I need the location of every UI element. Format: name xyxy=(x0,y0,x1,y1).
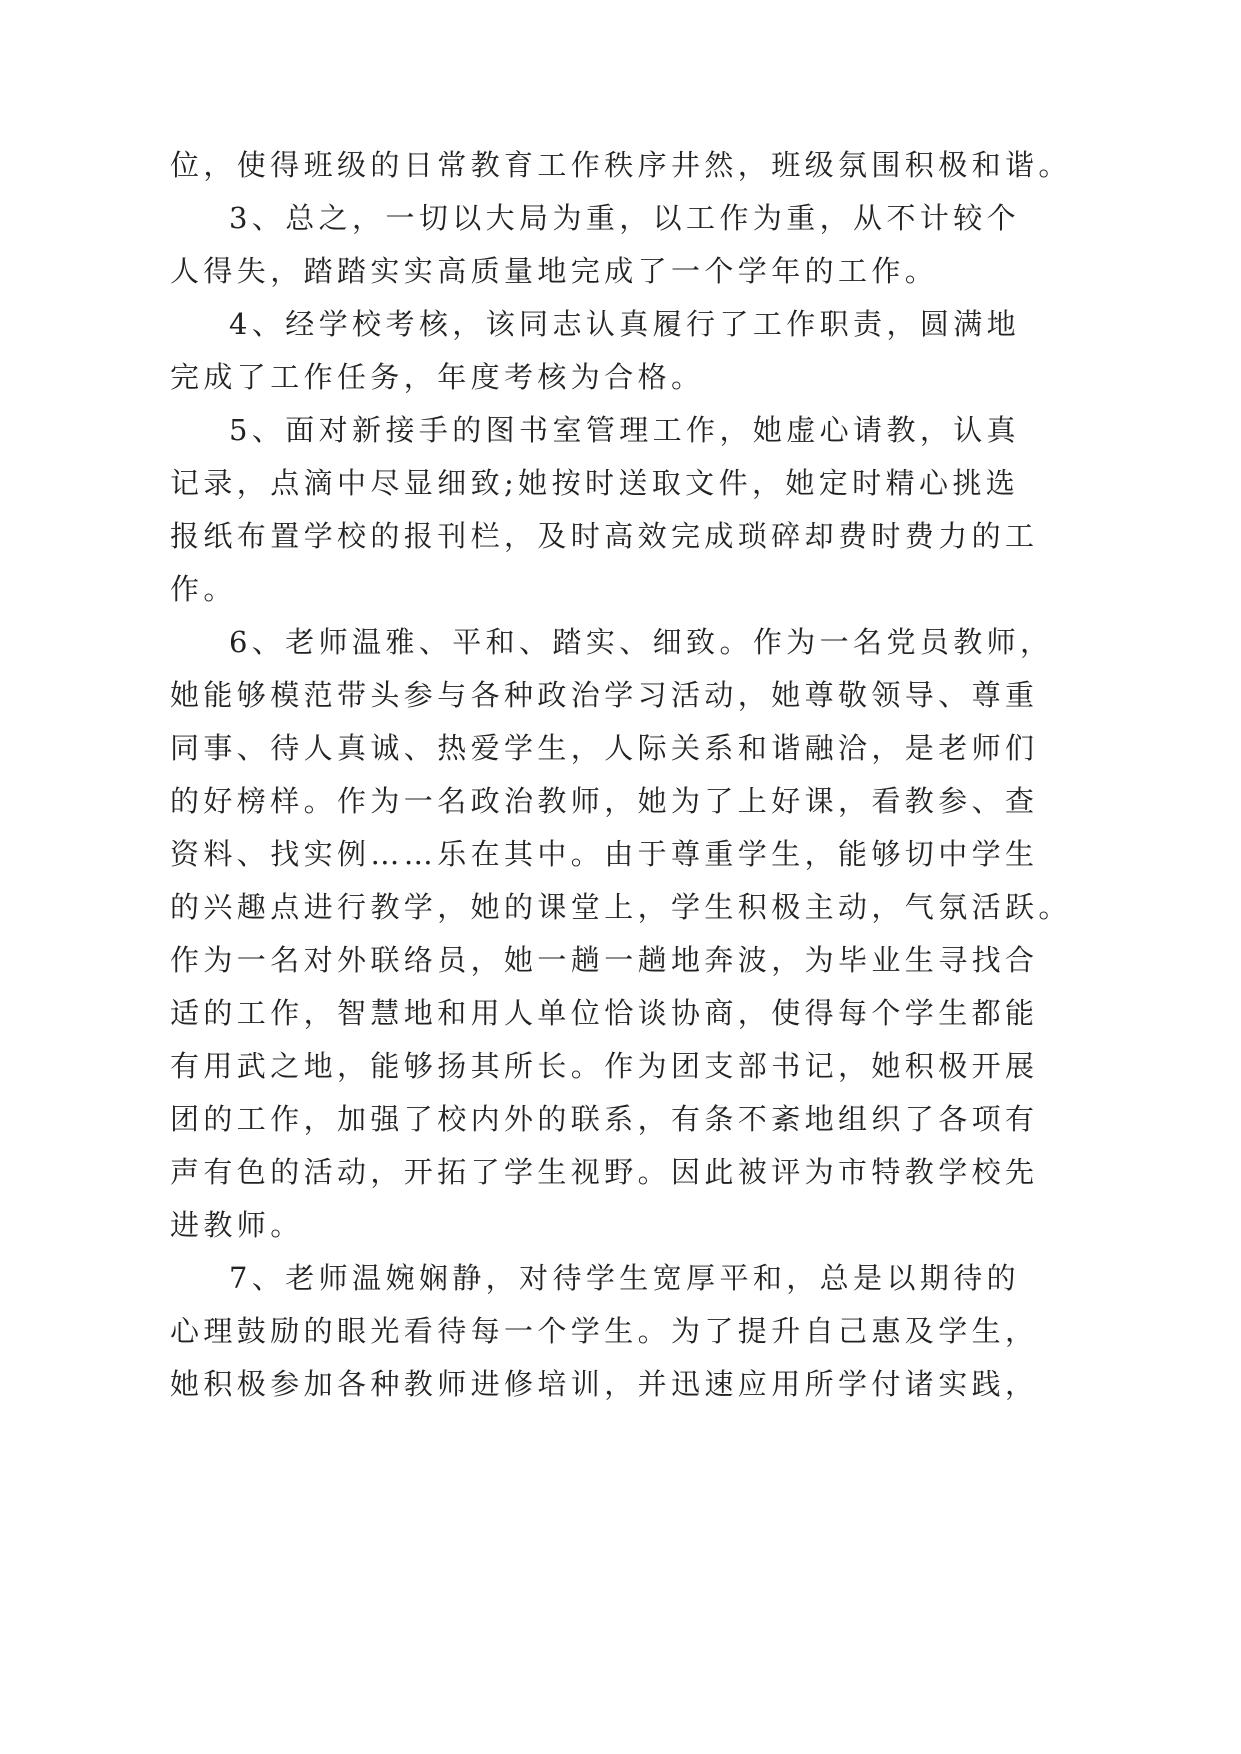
text-line: 的兴趣点进行教学，她的课堂上，学生积极主动，气氛活跃。 xyxy=(170,890,1072,924)
text-line: 7、老师温婉娴静，对待学生宽厚平和，总是以期待的 xyxy=(229,1261,1021,1295)
text-line: 报纸布置学校的报刊栏，及时高效完成琐碎却费时费力的工 xyxy=(170,519,1039,553)
text-line: 资料、找实例……乐在其中。由于尊重学生，能够切中学生 xyxy=(170,837,1039,871)
text-line: 4、经学校考核，该同志认真履行了工作职责，圆满地 xyxy=(229,307,1021,341)
text-line: 适的工作，智慧地和用人单位恰谈协商，使得每个学生都能 xyxy=(170,996,1039,1030)
text-line: 团的工作，加强了校内外的联系，有条不紊地组织了各项有 xyxy=(170,1102,1039,1136)
text-line: 的好榜样。作为一名政治教师，她为了上好课，看教参、查 xyxy=(170,784,1039,818)
text-line: 作为一名对外联络员，她一趟一趟地奔波，为毕业生寻找合 xyxy=(170,943,1039,977)
text-line: 完成了工作任务，年度考核为合格。 xyxy=(170,360,705,394)
text-line: 有用武之地，能够扬其所长。作为团支部书记，她积极开展 xyxy=(170,1049,1039,1083)
text-line: 人得失，踏踏实实高质量地完成了一个学年的工作。 xyxy=(170,254,939,288)
document-body xyxy=(170,139,1072,1411)
text-line: 她能够模范带头参与各种政治学习活动，她尊敬领导、尊重 xyxy=(170,678,1039,712)
text-line: 记录，点滴中尽显细致;她按时送取文件，她定时精心挑选 xyxy=(170,466,1020,500)
text-line: 位，使得班级的日常教育工作秩序井然，班级氛围积极和谐。 xyxy=(170,148,1072,182)
text-line: 声有色的活动，开拓了学生视野。因此被评为市特教学校先 xyxy=(170,1155,1039,1189)
text-line: 进教师。 xyxy=(170,1208,304,1242)
text-line: 心理鼓励的眼光看待每一个学生。为了提升自己惠及学生， xyxy=(170,1314,1039,1348)
text-line: 5、面对新接手的图书室管理工作，她虚心请教，认真 xyxy=(229,413,1021,447)
text-line: 她积极参加各种教师进修培训，并迅速应用所学付诸实践， xyxy=(170,1367,1039,1401)
text-line: 作。 xyxy=(170,572,237,606)
text-line: 同事、待人真诚、热爱学生，人际关系和谐融洽，是老师们 xyxy=(170,731,1039,765)
text-line: 3、总之，一切以大局为重，以工作为重，从不计较个 xyxy=(229,201,1021,235)
text-line: 6、老师温雅、平和、踏实、细致。作为一名党员教师， xyxy=(229,625,1054,659)
